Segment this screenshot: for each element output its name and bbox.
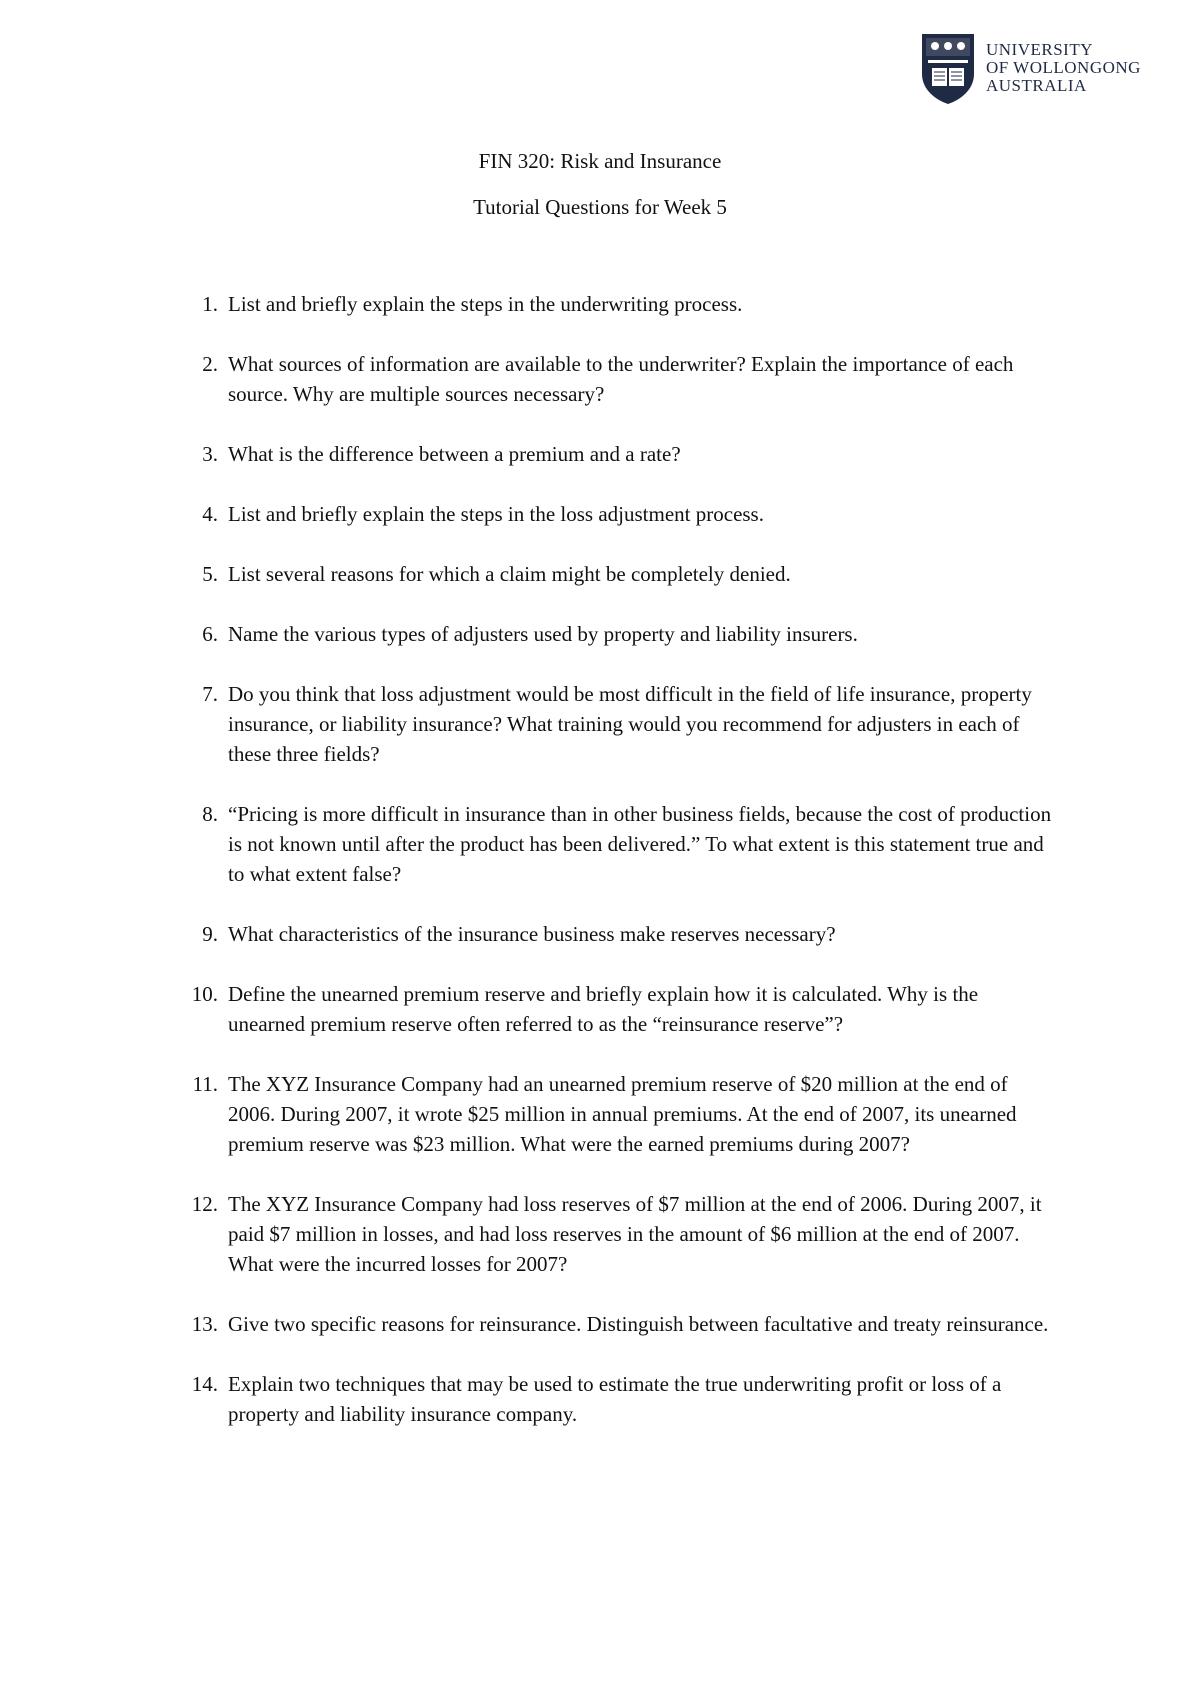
university-name — [986, 41, 1141, 95]
question-item — [180, 619, 1060, 649]
logo-line-1: UNIVERSITY — [986, 40, 1093, 59]
question-number: 13. — [191, 1312, 218, 1336]
course-title: FIN 320: Risk and Insurance — [478, 149, 722, 173]
question-item — [180, 979, 1060, 1039]
question-item — [180, 289, 1060, 319]
question-text: Name the various types of adjusters used by property and liability insurers. — [228, 622, 858, 646]
question-item — [180, 1369, 1060, 1429]
question-list — [180, 289, 1060, 1459]
question-number: 12. — [191, 1192, 218, 1216]
question-item — [180, 919, 1060, 949]
question-number: 1. — [202, 292, 218, 316]
question-item — [180, 499, 1060, 529]
question-number: 14. — [191, 1372, 218, 1396]
question-text: Define the unearned premium reserve and briefly explain how it is calculated. Why is the unearned premium reserve often referred to as the “reinsurance reserve”? — [228, 982, 979, 1036]
question-number: 6. — [202, 622, 218, 646]
question-text: Do you think that loss adjustment would be most difficult in the field of life insurance, property insurance, or liability insurance? What training would you recommend for adjusters in each of these three fields? — [228, 682, 1032, 766]
university-crest-icon — [918, 30, 978, 106]
question-text: List and briefly explain the steps in the underwriting process. — [228, 292, 743, 316]
question-text: Give two specific reasons for reinsurance. Distinguish between facultative and treaty reinsurance. — [228, 1312, 1049, 1336]
question-item — [180, 559, 1060, 589]
question-number: 3. — [202, 442, 218, 466]
question-item — [180, 349, 1060, 409]
document-subtitle: Tutorial Questions for Week 5 — [473, 195, 727, 219]
question-text: What characteristics of the insurance business make reserves necessary? — [228, 922, 836, 946]
question-number: 7. — [202, 682, 218, 706]
question-number: 11. — [192, 1072, 218, 1096]
question-text: Explain two techniques that may be used to estimate the true underwriting profit or loss of a property and liability insurance company. — [228, 1372, 1002, 1426]
logo-line-3: AUSTRALIA — [986, 76, 1087, 95]
question-item — [180, 1309, 1060, 1339]
question-text: What is the difference between a premium and a rate? — [228, 442, 681, 466]
question-number: 10. — [191, 982, 218, 1006]
question-item — [180, 679, 1060, 769]
question-text: List and briefly explain the steps in the loss adjustment process. — [228, 502, 764, 526]
logo-line-2: OF WOLLONGONG — [986, 58, 1141, 77]
university-logo — [918, 30, 1141, 106]
title-block — [0, 148, 1200, 220]
question-text: The XYZ Insurance Company had an unearned premium reserve of $20 million at the end of 2006. During 2007, it wrote $25 million in annual premiums. At the end of 2007, its unearned premium reserve was $23 million. What were the earned premiums during 2007? — [228, 1072, 1017, 1156]
question-number: 4. — [202, 502, 218, 526]
question-number: 5. — [202, 562, 218, 586]
question-item — [180, 1069, 1060, 1159]
question-text: “Pricing is more difficult in insurance than in other business fields, because the cost of production is not known until after the product has been delivered.” To what extent is this statement true and to what extent false? — [228, 802, 1052, 886]
question-item — [180, 439, 1060, 469]
question-number: 9. — [202, 922, 218, 946]
question-text: The XYZ Insurance Company had loss reserves of $7 million at the end of 2006. During 2007, it paid $7 million in losses, and had loss reserves in the amount of $6 million at the end of 2007. What were the incurred losses for 2007? — [228, 1192, 1042, 1276]
question-text: List several reasons for which a claim might be completely denied. — [228, 562, 791, 586]
question-item — [180, 799, 1060, 889]
question-item — [180, 1189, 1060, 1279]
question-number: 8. — [202, 802, 218, 826]
question-text: What sources of information are available to the underwriter? Explain the importance of each source. Why are multiple sources necessary? — [228, 352, 1014, 406]
question-number: 2. — [202, 352, 218, 376]
